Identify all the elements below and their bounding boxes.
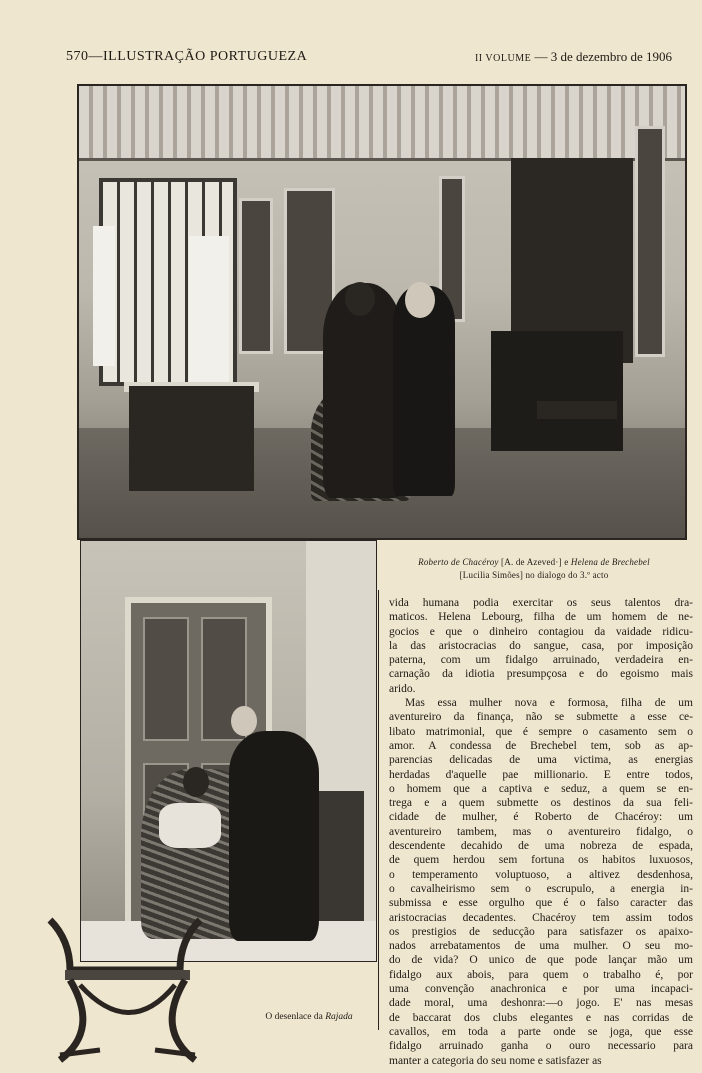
- column-rule: [378, 590, 379, 1030]
- page-header-right: [475, 49, 672, 65]
- stage-photo-ending: [80, 540, 377, 962]
- page-header-left: 570—ILLUSTRAÇÃO PORTUGUEZA: [66, 49, 308, 64]
- photo-actor-head: [231, 706, 257, 736]
- article-line: descendente decahido de uma nobreza de espada,: [389, 840, 693, 853]
- caption-play-title: Rajada: [325, 1012, 353, 1022]
- article-line: fidalgo arruinado ganha o ouro necessario para: [389, 1040, 693, 1053]
- caption-actor-1: [A. de Azeved·] e: [498, 557, 571, 567]
- photo-fireplace: [491, 331, 623, 451]
- article-line: o cavalheirismo sem o escrupulo, a energia in-: [389, 882, 693, 895]
- article-line: parencias delicadas de uma victima, as energias: [389, 754, 693, 767]
- article-line: de baccarat dos clubs elegantes e nas corridas de: [389, 1011, 693, 1024]
- article-line: manter a categoria do seu nome e satisfazer as: [389, 1054, 602, 1067]
- article-line: arido.: [389, 682, 416, 695]
- article-line: herdadas d'aquelle pae millionario. E entre todos,: [389, 768, 693, 781]
- article-line: la das aristocracias do sangue, casa, por imposição: [389, 639, 693, 652]
- stool-illustration: [40, 900, 210, 1065]
- article-body: [389, 596, 693, 1068]
- photo-actor: [393, 286, 455, 496]
- caption-character-2: Helena de Brechebel: [570, 557, 650, 567]
- photo-actor-head: [405, 282, 435, 318]
- article-line: os prestigios de seducção para satisfazer os apaixo-: [389, 925, 693, 938]
- article-line: Mas essa mulher nova e formosa, filha de um: [405, 697, 693, 710]
- caption-ending: [250, 1012, 368, 1022]
- article-line: cavallos, em toda a parte onde se joga, que esse: [389, 1025, 693, 1038]
- article-line: aristocracias decadentes. Chacéroy tem assim todos: [389, 911, 693, 924]
- article-line: fidalgo aux abois, para quem o trabalho é, por: [389, 968, 693, 981]
- caption-dialogue: [384, 556, 684, 582]
- article-line: maticos. Helena Lebourg, filha de um homem de ne-: [389, 611, 693, 624]
- caption-line: [384, 556, 684, 569]
- volume-label: II VOLUME: [474, 53, 532, 64]
- issue-date: — 3 de dezembro de 1906: [531, 49, 672, 64]
- article-line: aventureiro tambem, mas o aventureiro fidalgo, o: [389, 825, 693, 838]
- article-line: dade moral, uma deshonra:—o jogo. E' nas mesas: [389, 997, 693, 1010]
- caption-line: [Lucilia Simões] no dialogo do 3.º acto: [459, 570, 609, 580]
- photo-curtain: [189, 236, 229, 386]
- article-line: cidade de mulher, é Roberto de Chacéroy: um: [389, 811, 693, 824]
- photo-desk: [129, 386, 254, 491]
- photo-standing-actor: [229, 731, 319, 941]
- article-line: o temperamento voluptuoso, a altivez desdenhosa,: [389, 868, 693, 881]
- article-line: paterna, com um fidalgo arruinado, verdadeira en-: [389, 654, 693, 667]
- caption-text: O desenlace da: [265, 1012, 326, 1022]
- article-line: libato matrimonial, que é sempre o casamento sem o: [389, 725, 693, 738]
- photo-curtain: [93, 226, 115, 366]
- caption-character-1: Roberto de Chacéroy: [418, 557, 499, 567]
- article-line: amor. A condessa de Brechebel tem, sob as ap-: [389, 739, 693, 752]
- stage-photo-dialogue: [77, 84, 687, 540]
- photo-wall-panel: [635, 126, 665, 357]
- article-line: submissa e esse orgulho que é o falso caracter das: [389, 897, 693, 910]
- photo-actress-head: [345, 282, 375, 316]
- article-line: gocios e que o dinheiro contagiou da vaidade ridicu-: [389, 625, 693, 638]
- photo-side-table: [537, 401, 617, 419]
- photo-wall-panel: [239, 198, 273, 354]
- article-line: o homem que a captiva e seduz, a quem se en-: [389, 782, 693, 795]
- photo-frieze: [79, 86, 685, 161]
- photo-chair: [319, 791, 364, 921]
- article-line: trega e a quem submette os destinos da sua feli-: [389, 797, 693, 810]
- photo-actress-head: [183, 767, 209, 797]
- photo-actress-bodice: [159, 803, 221, 848]
- article-line: de quem herdou sem fortuna os habitos luxuosos,: [389, 854, 693, 867]
- article-line: nados arrebatamentos de uma mulher. O seu mo-: [389, 940, 693, 953]
- article-line: aventureiro da finança, não se submette a esse ce-: [389, 711, 693, 724]
- article-line: uma convenção anachronica e por uma incapaci-: [389, 983, 693, 996]
- photo-door-panel: [143, 617, 189, 741]
- article-line: carnação da idiotia presumpçosa e do egoismo mais: [389, 668, 693, 681]
- article-line: vida humana podia exercitar os seus talentos dra-: [389, 597, 693, 609]
- article-line: do de vida? O unico de que pode lançar mão um: [389, 954, 693, 967]
